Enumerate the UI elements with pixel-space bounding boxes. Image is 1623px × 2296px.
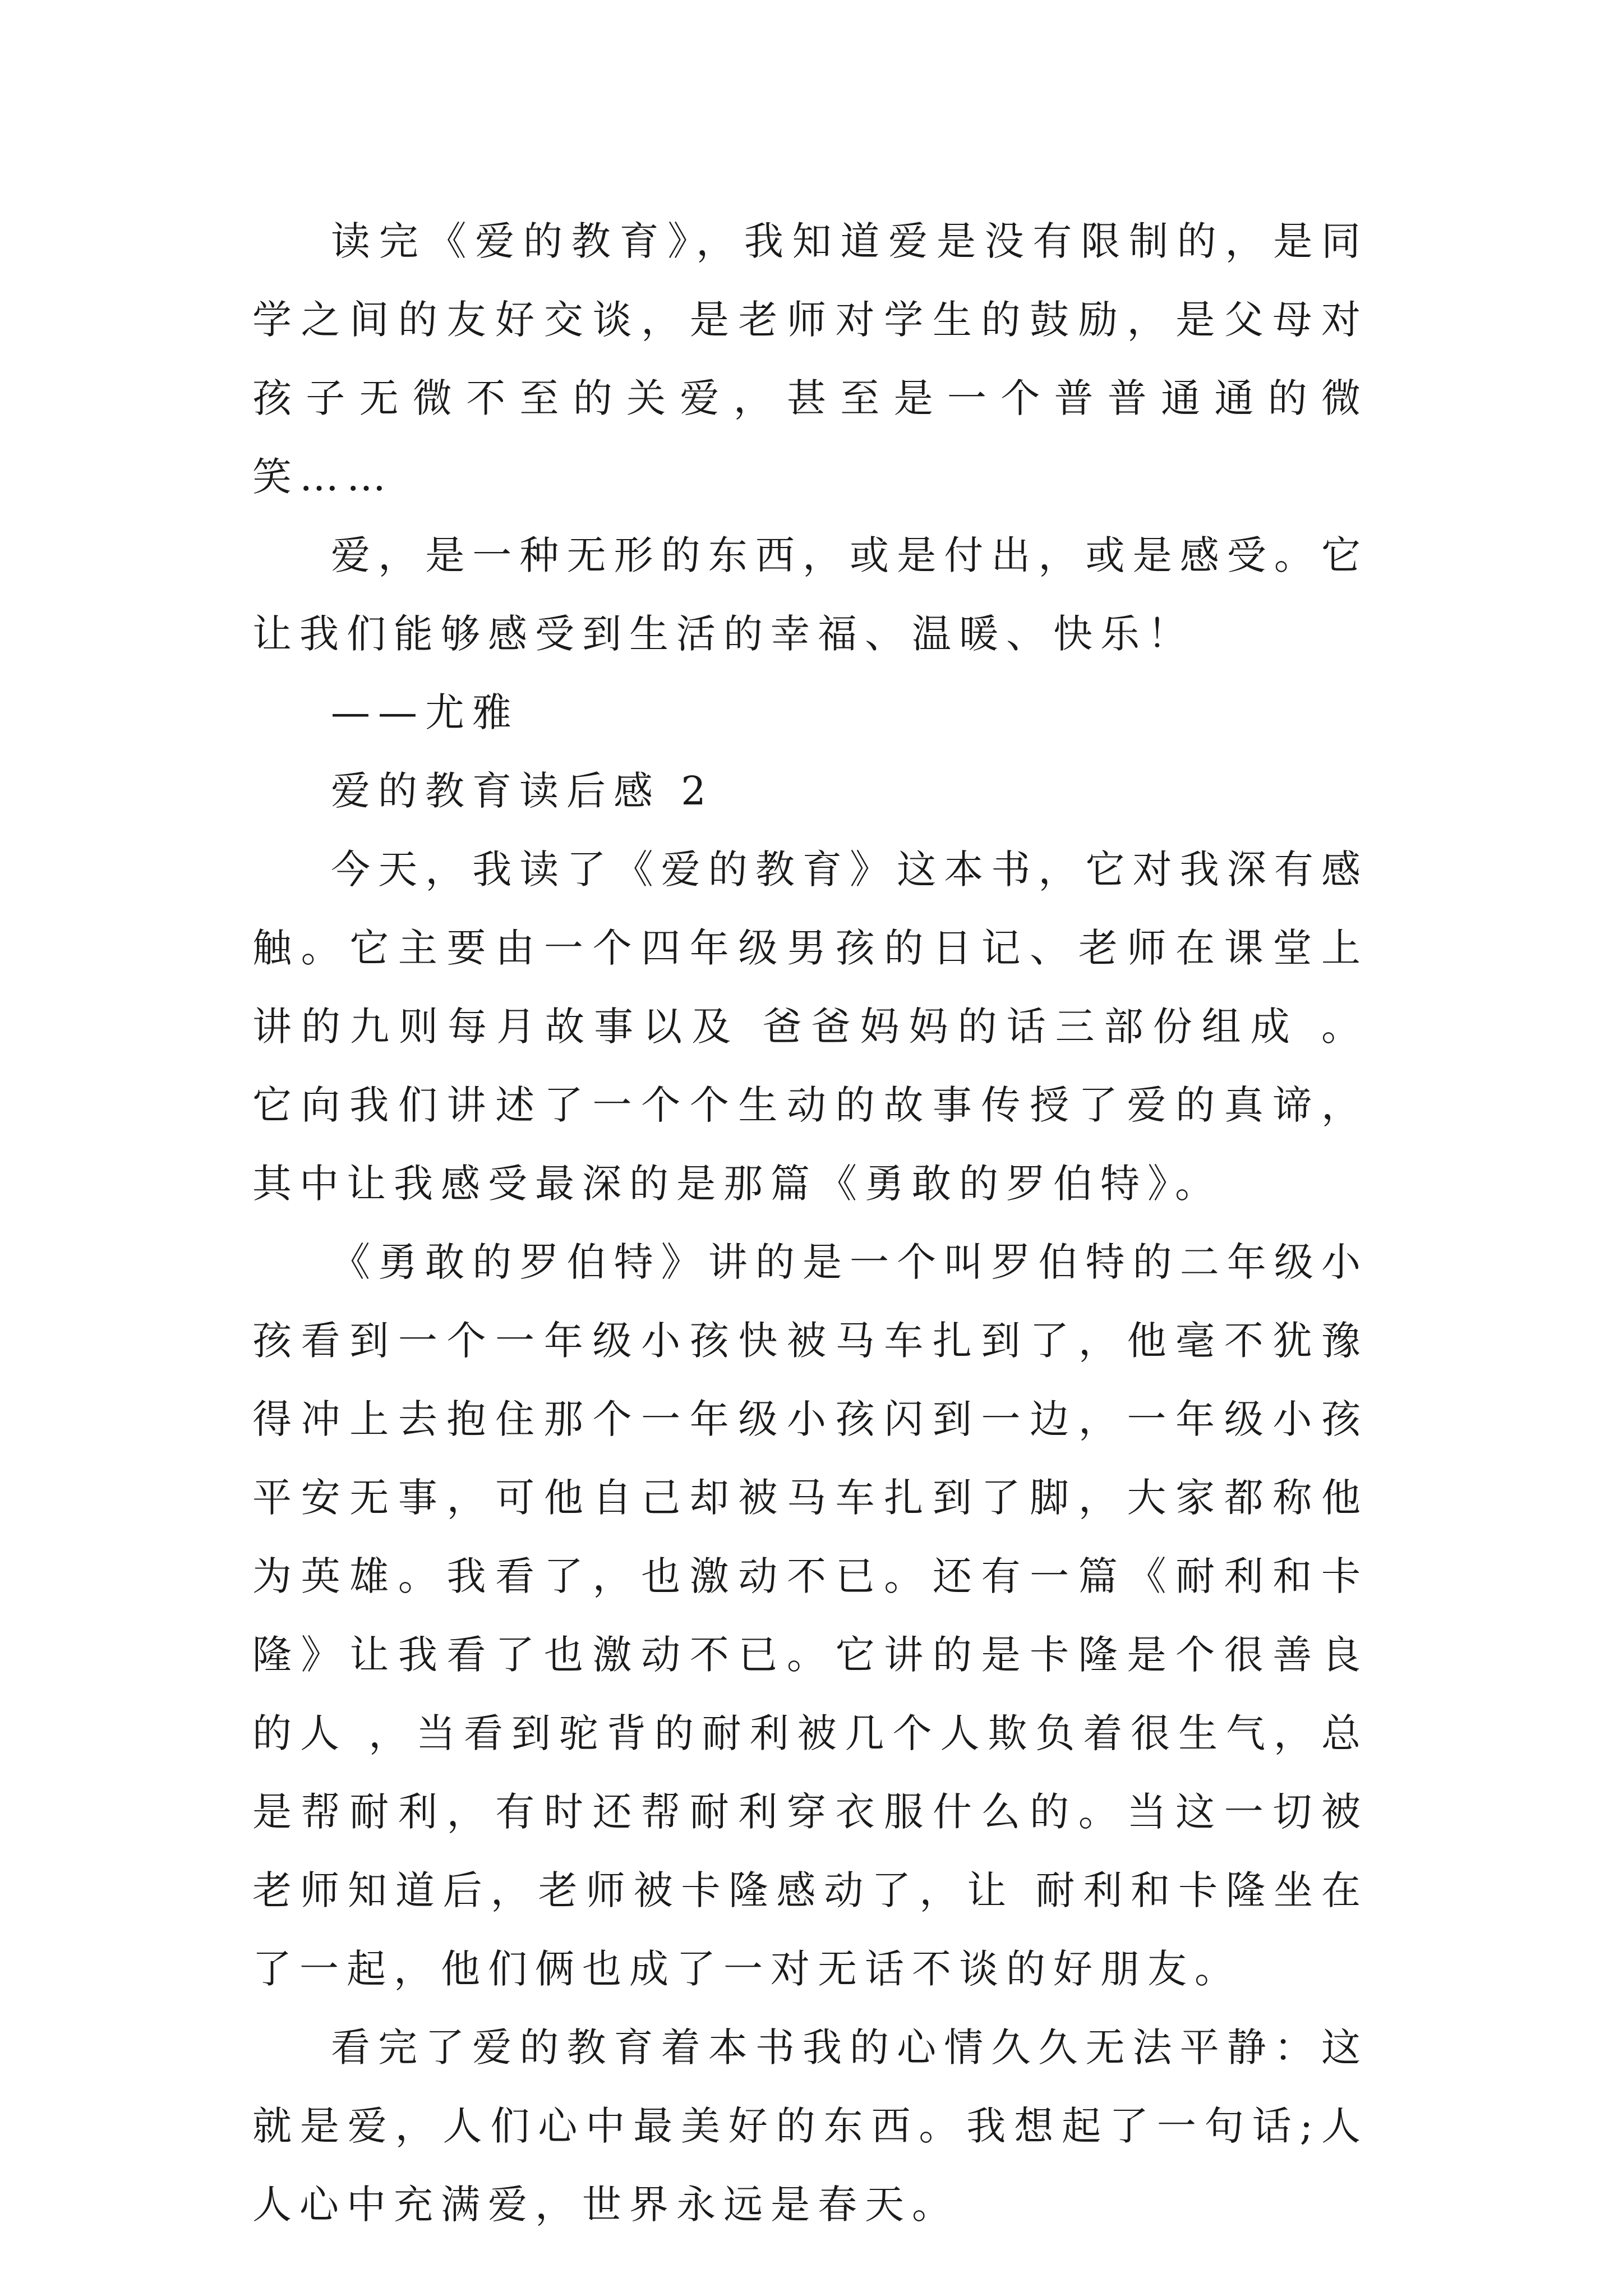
signature: ——尤雅 bbox=[331, 689, 519, 735]
paragraph-3: 今天，我读了《爱的教育》这本书，它对我深有感触。它主要由一个四年级男孩的日记、老师在课堂上讲的九则每月故事以及 爸爸妈妈的话三部份组成 。它向我们讲述了一个个生动的故事传授了爱的真谛，其中让我感受最深的是那篇《勇敢的罗伯特》。 bbox=[252, 846, 1368, 1207]
paragraph-2: 爱，是一种无形的东西，或是付出，或是感受。它让我们能够感受到生活的幸福、温暖、快乐！ bbox=[252, 532, 1368, 657]
paragraph-1: 读完《爱的教育》，我知道爱是没有限制的，是同学之间的友好交谈，是老师对学生的鼓励，是父母对孩子无微不至的关爱，甚至是一个普普通通的微笑…… bbox=[252, 218, 1368, 500]
document-body bbox=[252, 202, 1368, 2244]
section-title: 爱的教育读后感 2 bbox=[331, 768, 714, 814]
paragraph-4: 《勇敢的罗伯特》讲的是一个叫罗伯特的二年级小孩看到一个一年级小孩快被马车扎到了，他毫不犹豫得冲上去抱住那个一年级小孩闪到一边，一年级小孩平安无事，可他自己却被马车扎到了脚，大家都称他为英雄。我看了，也激动不已。还有一篇《耐利和卡隆》让我看了也激动不已。它讲的是卡隆是个很善良的人 ，当看到驼背的耐利被几个人欺负着很生气，总是帮耐利，有时还帮耐利穿衣服什么的。当这一切被老师知道后，老师被卡隆感动了，让 耐利和卡隆坐在了一起，他们俩也成了一对无话不谈的好朋友。 bbox=[252, 1239, 1368, 1992]
paragraph-5: 看完了爱的教育着本书我的心情久久无法平静：这就是爱，人们心中最美好的东西。我想起了一句话;人人心中充满爱，世界永远是春天。 bbox=[252, 2024, 1368, 2228]
